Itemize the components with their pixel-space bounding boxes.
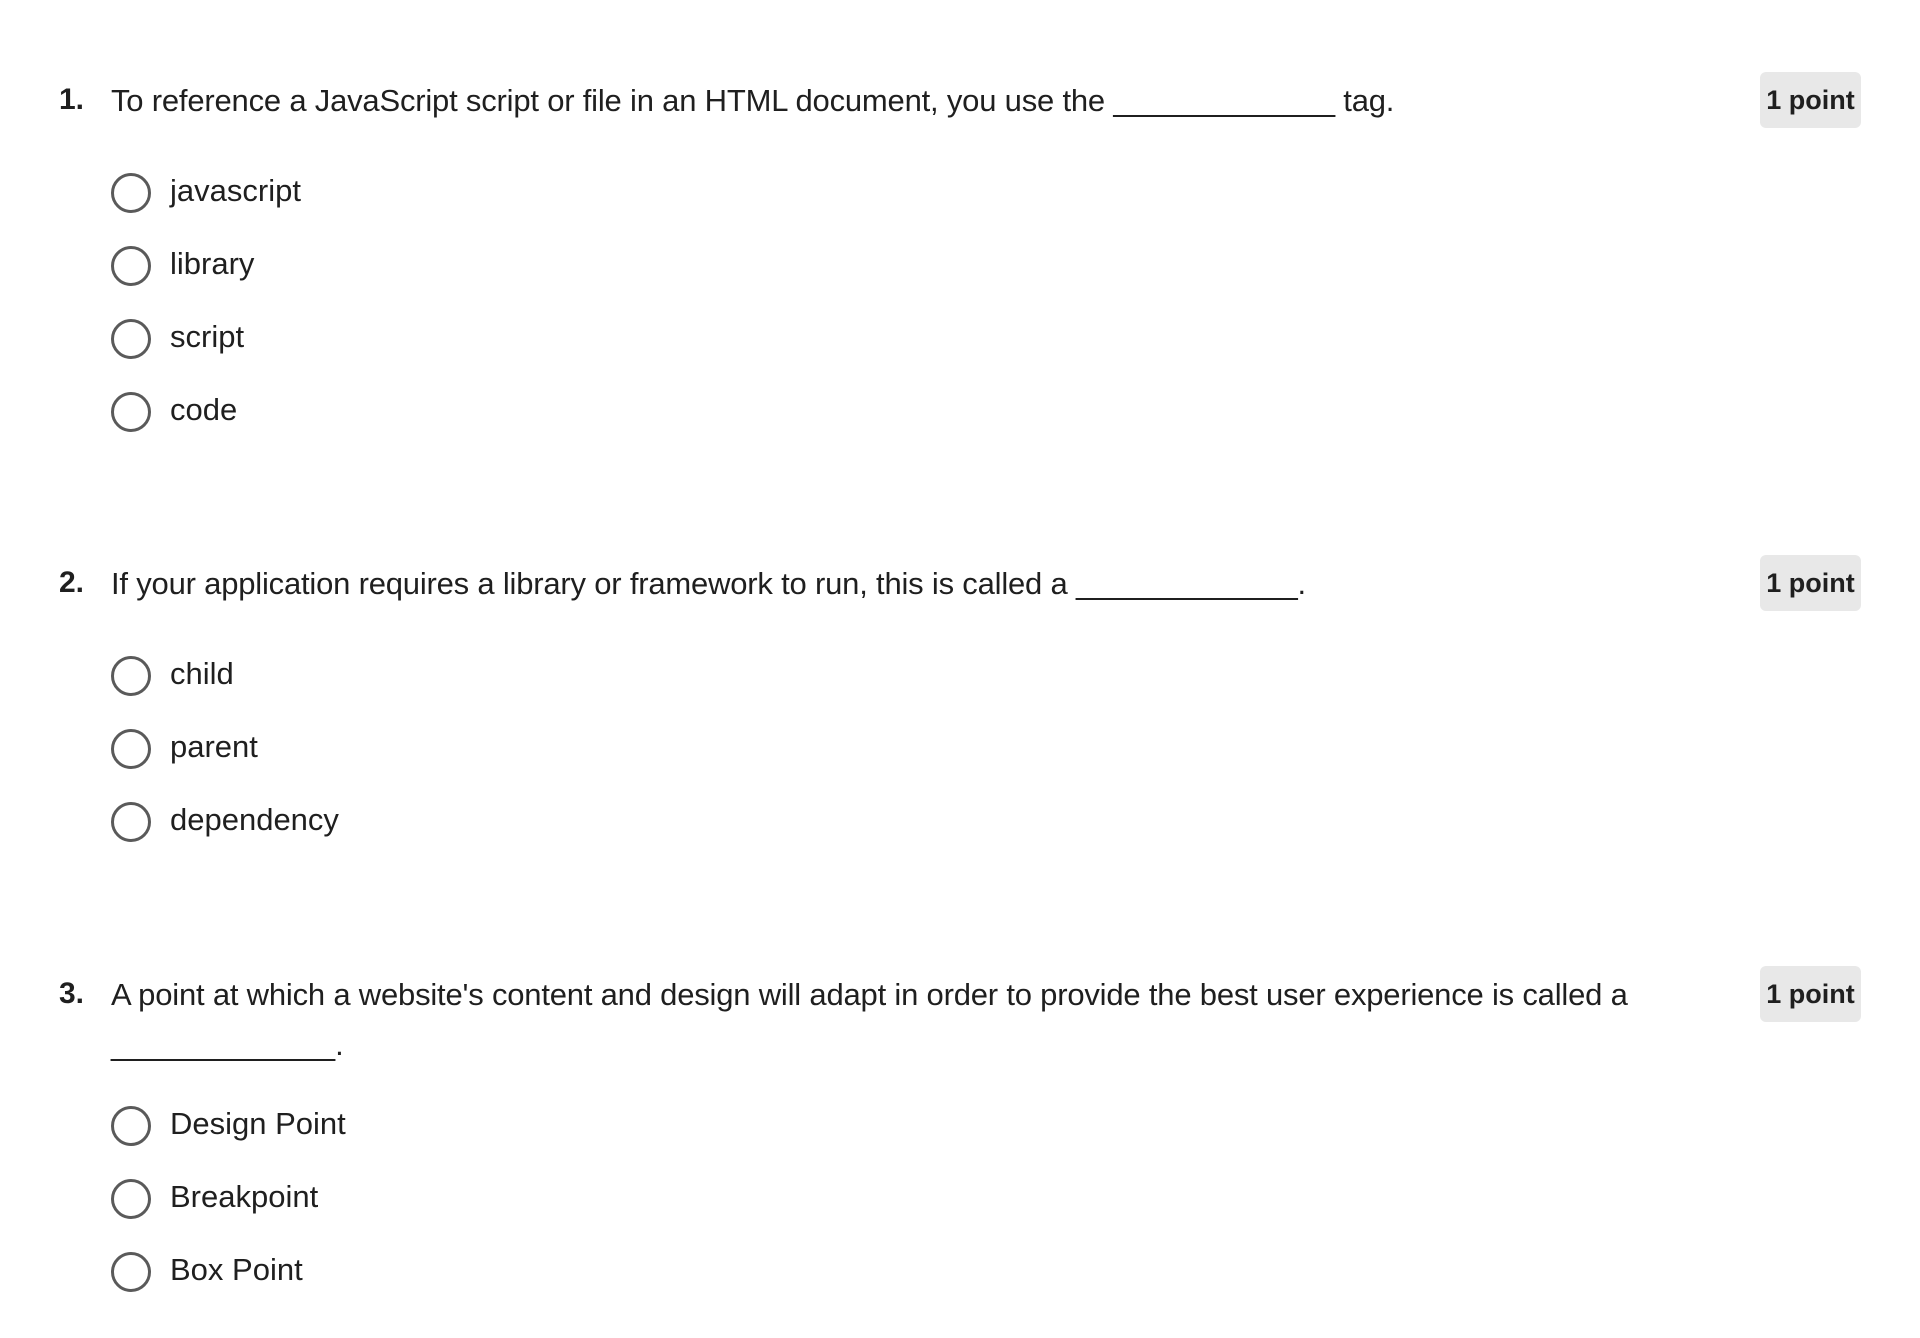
question-text: If your application requires a library or framework to run, this is called a _____________. xyxy=(111,566,1306,601)
answer-option[interactable] xyxy=(111,170,911,218)
option-label: Design Point xyxy=(170,1106,346,1141)
option-label: library xyxy=(170,246,255,281)
radio-button[interactable] xyxy=(111,246,151,286)
option-label: dependency xyxy=(170,802,339,837)
radio-button[interactable] xyxy=(111,1179,151,1219)
question-text: To reference a JavaScript script or file in an HTML document, you use the _____________ tag. xyxy=(111,83,1395,118)
answer-option[interactable] xyxy=(111,799,911,847)
radio-button[interactable] xyxy=(111,392,151,432)
option-label: parent xyxy=(170,729,258,764)
option-label: child xyxy=(170,656,234,691)
radio-button[interactable] xyxy=(111,1106,151,1146)
radio-button[interactable] xyxy=(111,319,151,359)
answer-option[interactable] xyxy=(111,243,911,291)
question-number: 3. xyxy=(59,977,85,1010)
option-label: script xyxy=(170,319,245,354)
option-label: Box Point xyxy=(170,1252,303,1287)
points-badge: 1 point xyxy=(1760,966,1861,1022)
points-badge: 1 point xyxy=(1760,555,1861,611)
question-number: 2. xyxy=(59,566,85,599)
option-label: javascript xyxy=(170,173,301,208)
radio-button[interactable] xyxy=(111,802,151,842)
radio-button[interactable] xyxy=(111,173,151,213)
answer-option[interactable] xyxy=(111,389,911,437)
answer-option[interactable] xyxy=(111,653,911,701)
radio-button[interactable] xyxy=(111,1252,151,1292)
radio-button[interactable] xyxy=(111,729,151,769)
answer-option[interactable] xyxy=(111,1176,911,1224)
radio-button[interactable] xyxy=(111,656,151,696)
points-badge: 1 point xyxy=(1760,72,1861,128)
option-label: code xyxy=(170,392,238,427)
question-text-continued: _____________. xyxy=(111,1027,344,1062)
answer-option[interactable] xyxy=(111,316,911,364)
question-number: 1. xyxy=(59,83,85,116)
answer-option[interactable] xyxy=(111,1249,911,1297)
answer-option[interactable] xyxy=(111,1103,911,1151)
answer-option[interactable] xyxy=(111,726,911,774)
question-text: A point at which a website's content and design will adapt in order to provide the best user experience is called a xyxy=(111,977,1628,1012)
option-label: Breakpoint xyxy=(170,1179,319,1214)
